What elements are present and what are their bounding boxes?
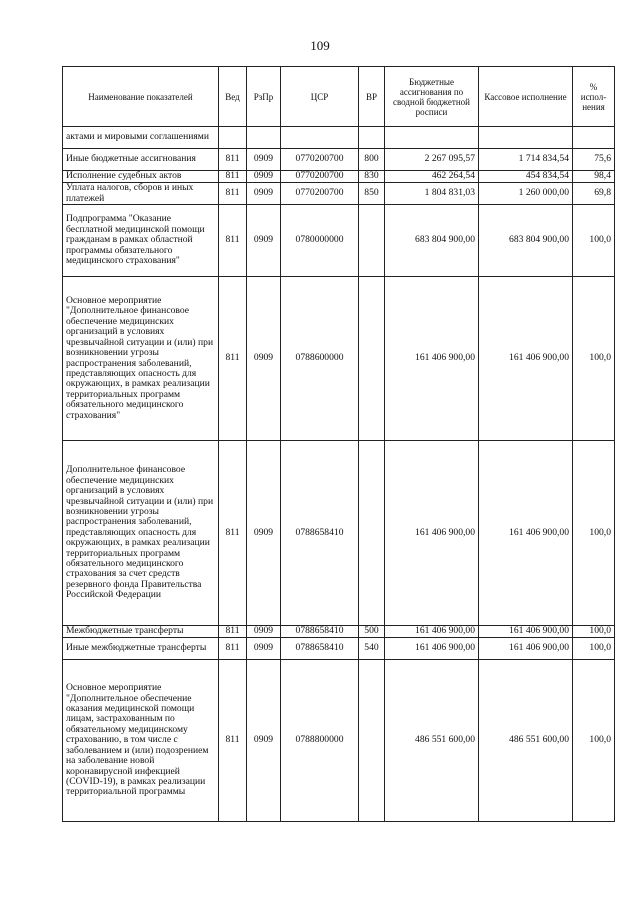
cell-name: Дополнительное финансовое обеспечение медицинских организаций в условиях чрезвычайной ситуации и (или) при возникновении угрозы распространения заболеваний, представляющих опасность для окружающих, в рамках реализации территориальных программ обязательного медицинского страхования за счет средств резервного фонда Правительства Российской Федерации [63, 441, 219, 626]
cell-rzpr: 0909 [247, 183, 281, 205]
cell-pct: 98,4 [573, 171, 615, 183]
cell-pct: 100,0 [573, 660, 615, 822]
cell-budget: 161 406 900,00 [385, 441, 479, 626]
cell-vr: 800 [359, 149, 385, 171]
cell-rzpr [247, 127, 281, 149]
cell-vr [359, 441, 385, 626]
cell-budget: 462 264,54 [385, 171, 479, 183]
cell-name: Уплата налогов, сборов и иных платежей [63, 183, 219, 205]
table-row [63, 277, 615, 441]
cell-name: актами и мировыми соглашениями [63, 127, 219, 149]
budget-execution-table [62, 66, 615, 822]
cell-ved: 811 [219, 638, 247, 660]
cell-name: Основное мероприятие "Дополнительное финансовое обеспечение медицинских организаций в условиях чрезвычайной ситуации и (или) при возникновении угрозы распространения заболеваний, представляющих опасность для окружающих, в рамках реализации территориальных программ обязательного медицинского страхования" [63, 277, 219, 441]
cell-cash: 486 551 600,00 [479, 660, 573, 822]
cell-name: Межбюджетные трансферты [63, 626, 219, 638]
cell-vr: 850 [359, 183, 385, 205]
header-rzpr: РзПр [247, 67, 281, 127]
cell-ved: 811 [219, 441, 247, 626]
table-row [63, 183, 615, 205]
cell-ved [219, 127, 247, 149]
cell-budget: 161 406 900,00 [385, 626, 479, 638]
cell-pct: 100,0 [573, 205, 615, 277]
table-row [63, 127, 615, 149]
cell-csr: 0770200700 [281, 171, 359, 183]
header-vr: ВР [359, 67, 385, 127]
cell-cash: 683 804 900,00 [479, 205, 573, 277]
table-row [63, 441, 615, 626]
cell-csr: 0770200700 [281, 183, 359, 205]
cell-ved: 811 [219, 660, 247, 822]
cell-vr: 540 [359, 638, 385, 660]
cell-csr: 0788800000 [281, 660, 359, 822]
cell-vr [359, 660, 385, 822]
cell-cash [479, 127, 573, 149]
cell-rzpr: 0909 [247, 441, 281, 626]
cell-vr: 830 [359, 171, 385, 183]
cell-name: Иные межбюджетные трансферты [63, 638, 219, 660]
cell-rzpr: 0909 [247, 205, 281, 277]
cell-rzpr: 0909 [247, 626, 281, 638]
cell-name: Основное мероприятие "Дополнительное обеспечение оказания медицинской помощи лицам, застрахованным по обязательному медицинскому страхованию, в том числе с заболеванием и (или) подозрением на заболевание новой коронавирусной инфекцией (COVID-19), в рамках реализации территориальной программы [63, 660, 219, 822]
cell-name: Исполнение судебных актов [63, 171, 219, 183]
cell-budget: 161 406 900,00 [385, 638, 479, 660]
cell-pct: 69,8 [573, 183, 615, 205]
cell-ved: 811 [219, 626, 247, 638]
table-header-row [63, 67, 615, 127]
cell-rzpr: 0909 [247, 149, 281, 171]
cell-ved: 811 [219, 277, 247, 441]
cell-budget [385, 127, 479, 149]
table-row [63, 626, 615, 638]
cell-ved: 811 [219, 205, 247, 277]
cell-pct [573, 127, 615, 149]
cell-cash: 1 714 834,54 [479, 149, 573, 171]
cell-pct: 100,0 [573, 626, 615, 638]
cell-cash: 454 834,54 [479, 171, 573, 183]
cell-csr: 0780000000 [281, 205, 359, 277]
table-row [63, 149, 615, 171]
cell-csr [281, 127, 359, 149]
cell-vr [359, 277, 385, 441]
header-csr: ЦСР [281, 67, 359, 127]
cell-pct: 100,0 [573, 441, 615, 626]
cell-budget: 683 804 900,00 [385, 205, 479, 277]
table-row [63, 205, 615, 277]
header-pct: % испол-нения [573, 67, 615, 127]
cell-cash: 161 406 900,00 [479, 626, 573, 638]
cell-ved: 811 [219, 149, 247, 171]
cell-cash: 1 260 000,00 [479, 183, 573, 205]
cell-vr [359, 205, 385, 277]
cell-name: Подпрограмма "Оказание бесплатной медицинской помощи гражданам в рамках областной программы обязательного медицинского страхования" [63, 205, 219, 277]
cell-csr: 0788658410 [281, 441, 359, 626]
cell-budget: 486 551 600,00 [385, 660, 479, 822]
cell-rzpr: 0909 [247, 638, 281, 660]
table-row [63, 660, 615, 822]
header-cash: Кассовое исполнение [479, 67, 573, 127]
cell-csr: 0788658410 [281, 638, 359, 660]
cell-vr [359, 127, 385, 149]
table-row [63, 171, 615, 183]
table-row [63, 638, 615, 660]
cell-csr: 0788600000 [281, 277, 359, 441]
cell-ved: 811 [219, 171, 247, 183]
cell-ved: 811 [219, 183, 247, 205]
header-name: Наименование показателей [63, 67, 219, 127]
cell-cash: 161 406 900,00 [479, 441, 573, 626]
cell-name: Иные бюджетные ассигнования [63, 149, 219, 171]
cell-vr: 500 [359, 626, 385, 638]
cell-rzpr: 0909 [247, 660, 281, 822]
header-budget: Бюджетные ассигнования по сводной бюджетной росписи [385, 67, 479, 127]
cell-rzpr: 0909 [247, 171, 281, 183]
header-ved: Вед [219, 67, 247, 127]
page-number: 109 [310, 38, 330, 53]
cell-csr: 0770200700 [281, 149, 359, 171]
cell-budget: 161 406 900,00 [385, 277, 479, 441]
cell-budget: 2 267 095,57 [385, 149, 479, 171]
cell-csr: 0788658410 [281, 626, 359, 638]
cell-cash: 161 406 900,00 [479, 277, 573, 441]
cell-budget: 1 804 831,03 [385, 183, 479, 205]
cell-pct: 100,0 [573, 638, 615, 660]
cell-rzpr: 0909 [247, 277, 281, 441]
cell-pct: 75,6 [573, 149, 615, 171]
cell-pct: 100,0 [573, 277, 615, 441]
cell-cash: 161 406 900,00 [479, 638, 573, 660]
